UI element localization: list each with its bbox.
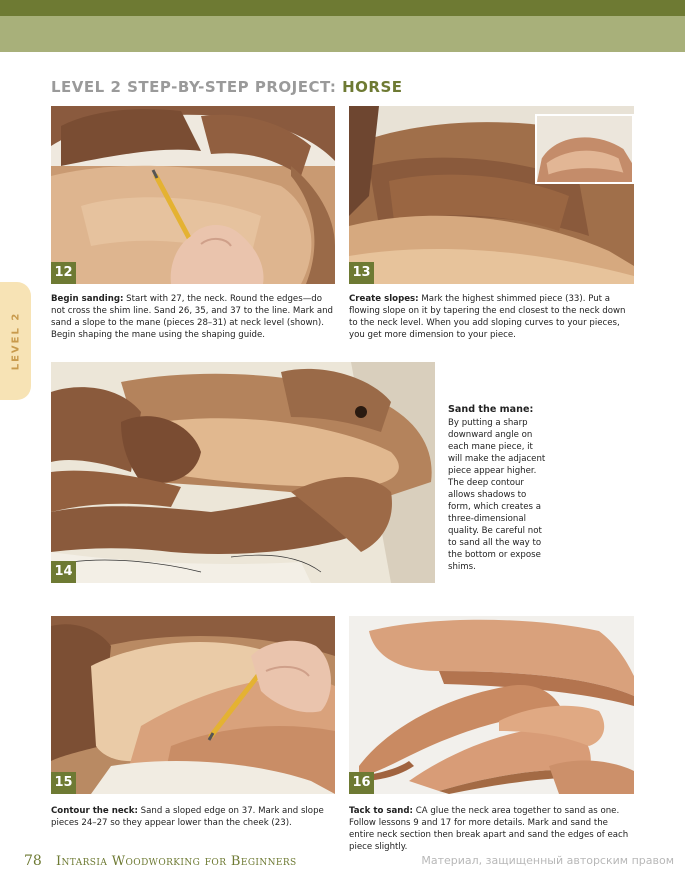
step-number-badge: 15 — [51, 772, 76, 794]
step-number-badge: 14 — [51, 561, 76, 583]
copyright-watermark: Материал, защищенный авторским правом — [421, 854, 674, 867]
photo-step-12 — [51, 106, 335, 284]
caption-heading: Create slopes: — [349, 294, 419, 304]
caption-step-15 — [51, 805, 335, 829]
photo-step-16 — [349, 616, 634, 794]
photo-step-13 — [349, 106, 634, 284]
sidebar-text: By putting a sharp downward angle on each mane piece, it will make the adjacent piece appear higher. The deep contour allows shadows to form, which creates a three-dimensional quality. Be careful not to sand all the way to the bottom or expose shims. — [448, 418, 546, 572]
caption-text: Sand a sloped edge on 37. Mark and slope pieces 24–27 so they appear lower than the cheek (23). — [51, 806, 324, 828]
caption-step-16 — [349, 805, 634, 853]
level-tab-label: LEVEL 2 — [10, 311, 21, 371]
book-title: Intarsia Woodworking for Beginners — [56, 854, 297, 869]
title-highlight: HORSE — [342, 78, 403, 96]
page-number: 78 — [24, 853, 42, 869]
caption-text: CA glue the neck area together to sand as one. Follow lessons 9 and 17 for more details. Mark and sand the entire neck section then break apart and sand the edges of each piece slightly. — [349, 806, 629, 852]
header-band-light — [0, 16, 685, 52]
caption-text: Start with 27, the neck. Round the edges—do not cross the shim line. Sand 26, 35, and 37 to the line. Mark and sand a slope to the mane (pieces 28–31) at neck level (shown). Begin shaping the mane using the shaping guide. — [51, 294, 334, 340]
inset-photo — [535, 114, 634, 184]
caption-text: Mark the highest shimmed piece (33). Put a flowing slope on it by tapering the end closest to the neck down to the neck level. When you add sloping curves to your pieces, you get more dimension to your piece. — [349, 294, 626, 340]
caption-step-13 — [349, 293, 634, 341]
caption-step-12 — [51, 293, 335, 341]
step-number-badge: 12 — [51, 262, 76, 284]
photo-step-14 — [51, 362, 435, 583]
title-prefix: LEVEL 2 STEP-BY-STEP PROJECT: — [51, 78, 343, 96]
photo-step-15 — [51, 616, 335, 794]
caption-heading: Tack to sand: — [349, 806, 413, 816]
sidebar-heading: Sand the mane: — [448, 404, 534, 415]
header-band-dark — [0, 0, 685, 16]
sidebar-step-14 — [448, 404, 548, 573]
caption-heading: Contour the neck: — [51, 806, 138, 816]
step-number-badge: 16 — [349, 772, 374, 794]
page-title — [51, 78, 403, 96]
step-number-badge: 13 — [349, 262, 374, 284]
level-side-tab — [0, 282, 31, 400]
caption-heading: Begin sanding: — [51, 294, 124, 304]
